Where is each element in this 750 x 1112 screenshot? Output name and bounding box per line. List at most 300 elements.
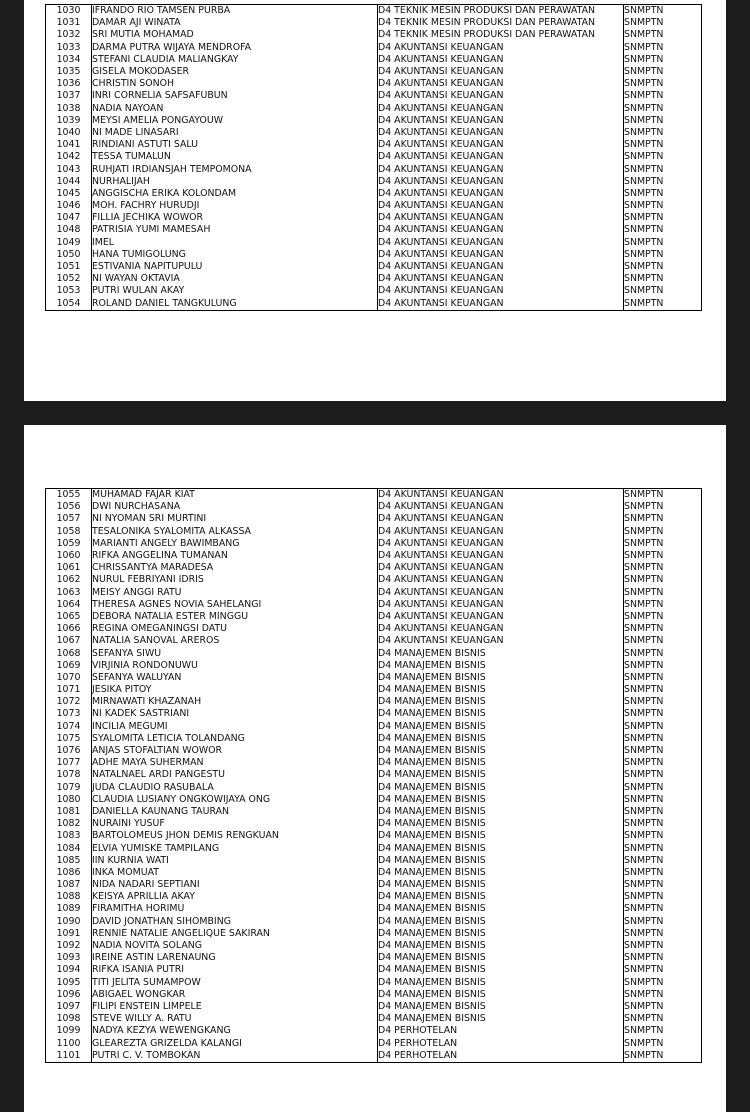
row-number-cell: 1096 <box>46 989 92 1001</box>
student-name-cell: JUDA CLAUDIO RASUBALA <box>92 782 378 794</box>
student-name-cell: NI KADEK SASTRIANI <box>92 708 378 720</box>
admission-table-2 <box>45 488 702 1063</box>
admission-table-body <box>46 5 702 311</box>
table-row <box>46 806 702 818</box>
admission-path-cell: SNMPTN <box>624 550 702 562</box>
row-number-cell: 1082 <box>46 818 92 830</box>
row-number-cell: 1097 <box>46 1001 92 1013</box>
student-name-cell: SYALOMITA LETICIA TOLANDANG <box>92 733 378 745</box>
student-name-cell: DARMA PUTRA WIJAYA MENDROFA <box>92 42 378 54</box>
admission-path-cell: SNMPTN <box>624 769 702 781</box>
row-number-cell: 1038 <box>46 103 92 115</box>
admission-path-cell: SNMPTN <box>624 855 702 867</box>
study-program-cell: D4 AKUNTANSI KEUANGAN <box>378 587 624 599</box>
admission-path-cell: SNMPTN <box>624 127 702 139</box>
table-row <box>46 1025 702 1037</box>
admission-path-cell: SNMPTN <box>624 599 702 611</box>
student-name-cell: INRI CORNELIA SAFSAFUBUN <box>92 90 378 102</box>
student-name-cell: NADIA NOVITA SOLANG <box>92 940 378 952</box>
study-program-cell: D4 MANAJEMEN BISNIS <box>378 989 624 1001</box>
admission-path-cell: SNMPTN <box>624 261 702 273</box>
row-number-cell: 1051 <box>46 261 92 273</box>
student-name-cell: FILIPI ENSTEIN LIMPELE <box>92 1001 378 1013</box>
student-name-cell: ESTIVANIA NAPITUPULU <box>92 261 378 273</box>
admission-path-cell: SNMPTN <box>624 200 702 212</box>
table-row <box>46 977 702 989</box>
student-name-cell: DEBORA NATALIA ESTER MINGGU <box>92 611 378 623</box>
row-number-cell: 1101 <box>46 1050 92 1063</box>
student-name-cell: RIFKA ISANIA PUTRI <box>92 964 378 976</box>
table-row <box>46 489 702 502</box>
row-number-cell: 1094 <box>46 964 92 976</box>
row-number-cell: 1034 <box>46 54 92 66</box>
study-program-cell: D4 AKUNTANSI KEUANGAN <box>378 285 624 297</box>
admission-path-cell: SNMPTN <box>624 928 702 940</box>
student-name-cell: CLAUDIA LUSIANY ONGKOWIJAYA ONG <box>92 794 378 806</box>
table-row <box>46 237 702 249</box>
table-row <box>46 1050 702 1063</box>
table-row <box>46 127 702 139</box>
row-number-cell: 1044 <box>46 176 92 188</box>
admission-table-1 <box>45 4 702 311</box>
student-name-cell: NURUL FEBRIYANI IDRIS <box>92 574 378 586</box>
student-name-cell: PUTRI C. V. TOMBOKAN <box>92 1050 378 1063</box>
admission-path-cell: SNMPTN <box>624 672 702 684</box>
table-row <box>46 1037 702 1049</box>
admission-path-cell: SNMPTN <box>624 188 702 200</box>
admission-path-cell: SNMPTN <box>624 42 702 54</box>
student-name-cell: TESALONIKA SYALOMITA ALKASSA <box>92 526 378 538</box>
table-row <box>46 285 702 297</box>
study-program-cell: D4 AKUNTANSI KEUANGAN <box>378 550 624 562</box>
table-row <box>46 90 702 102</box>
admission-path-cell: SNMPTN <box>624 623 702 635</box>
row-number-cell: 1070 <box>46 672 92 684</box>
row-number-cell: 1092 <box>46 940 92 952</box>
document-page-1 <box>24 0 726 401</box>
admission-path-cell: SNMPTN <box>624 1050 702 1063</box>
row-number-cell: 1045 <box>46 188 92 200</box>
admission-path-cell: SNMPTN <box>624 224 702 236</box>
student-name-cell: TESSA TUMALUN <box>92 151 378 163</box>
table-row <box>46 989 702 1001</box>
student-name-cell: ROLAND DANIEL TANGKULUNG <box>92 298 378 311</box>
row-number-cell: 1086 <box>46 867 92 879</box>
admission-path-cell: SNMPTN <box>624 5 702 18</box>
student-name-cell: STEVE WILLY A. RATU <box>92 1013 378 1025</box>
row-number-cell: 1050 <box>46 249 92 261</box>
admission-path-cell: SNMPTN <box>624 1037 702 1049</box>
study-program-cell: D4 MANAJEMEN BISNIS <box>378 916 624 928</box>
table-row <box>46 5 702 18</box>
study-program-cell: D4 AKUNTANSI KEUANGAN <box>378 623 624 635</box>
row-number-cell: 1066 <box>46 623 92 635</box>
student-name-cell: RENNIE NATALIE ANGELIQUE SAKIRAN <box>92 928 378 940</box>
student-name-cell: ABIGAEL WONGKAR <box>92 989 378 1001</box>
admission-path-cell: SNMPTN <box>624 78 702 90</box>
student-name-cell: NATALIA SANOVAL AREROS <box>92 635 378 647</box>
study-program-cell: D4 AKUNTANSI KEUANGAN <box>378 599 624 611</box>
table-row <box>46 672 702 684</box>
student-name-cell: STEFANI CLAUDIA MALIANGKAY <box>92 54 378 66</box>
student-name-cell: CHRISSANTYA MARADESA <box>92 562 378 574</box>
study-program-cell: D4 AKUNTANSI KEUANGAN <box>378 237 624 249</box>
study-program-cell: D4 MANAJEMEN BISNIS <box>378 769 624 781</box>
study-program-cell: D4 TEKNIK MESIN PRODUKSI DAN PERAWATAN <box>378 17 624 29</box>
study-program-cell: D4 MANAJEMEN BISNIS <box>378 1013 624 1025</box>
study-program-cell: D4 MANAJEMEN BISNIS <box>378 842 624 854</box>
study-program-cell: D4 AKUNTANSI KEUANGAN <box>378 115 624 127</box>
table-row <box>46 855 702 867</box>
study-program-cell: D4 MANAJEMEN BISNIS <box>378 830 624 842</box>
table-row <box>46 757 702 769</box>
admission-path-cell: SNMPTN <box>624 1013 702 1025</box>
admission-path-cell: SNMPTN <box>624 818 702 830</box>
study-program-cell: D4 MANAJEMEN BISNIS <box>378 672 624 684</box>
table-row <box>46 599 702 611</box>
student-name-cell: NADYA KEZYA WEWENGKANG <box>92 1025 378 1037</box>
row-number-cell: 1043 <box>46 163 92 175</box>
table-row <box>46 940 702 952</box>
study-program-cell: D4 AKUNTANSI KEUANGAN <box>378 42 624 54</box>
table-row <box>46 928 702 940</box>
student-name-cell: RINDIANI ASTUTI SALU <box>92 139 378 151</box>
student-name-cell: MIRNAWATI KHAZANAH <box>92 696 378 708</box>
row-number-cell: 1080 <box>46 794 92 806</box>
student-name-cell: MOH. FACHRY HURUDJI <box>92 200 378 212</box>
admission-path-cell: SNMPTN <box>624 562 702 574</box>
table-row <box>46 298 702 311</box>
row-number-cell: 1084 <box>46 842 92 854</box>
table-row <box>46 562 702 574</box>
admission-path-cell: SNMPTN <box>624 903 702 915</box>
study-program-cell: D4 AKUNTANSI KEUANGAN <box>378 66 624 78</box>
study-program-cell: D4 MANAJEMEN BISNIS <box>378 721 624 733</box>
table-row <box>46 1013 702 1025</box>
student-name-cell: DAMAR AJI WINATA <box>92 17 378 29</box>
student-name-cell: NI WAYAN OKTAVIA <box>92 273 378 285</box>
table-row <box>46 29 702 41</box>
study-program-cell: D4 AKUNTANSI KEUANGAN <box>378 298 624 311</box>
student-name-cell: FIRAMITHA HORIMU <box>92 903 378 915</box>
student-name-cell: PUTRI WULAN AKAY <box>92 285 378 297</box>
row-number-cell: 1030 <box>46 5 92 18</box>
study-program-cell: D4 MANAJEMEN BISNIS <box>378 733 624 745</box>
admission-path-cell: SNMPTN <box>624 212 702 224</box>
admission-path-cell: SNMPTN <box>624 952 702 964</box>
student-name-cell: REGINA OMEGANINGSI DATU <box>92 623 378 635</box>
table-row <box>46 550 702 562</box>
study-program-cell: D4 AKUNTANSI KEUANGAN <box>378 54 624 66</box>
study-program-cell: D4 AKUNTANSI KEUANGAN <box>378 501 624 513</box>
table-row <box>46 224 702 236</box>
admission-path-cell: SNMPTN <box>624 684 702 696</box>
row-number-cell: 1074 <box>46 721 92 733</box>
study-program-cell: D4 MANAJEMEN BISNIS <box>378 782 624 794</box>
study-program-cell: D4 AKUNTANSI KEUANGAN <box>378 127 624 139</box>
table-row <box>46 916 702 928</box>
student-name-cell: INKA MOMUAT <box>92 867 378 879</box>
study-program-cell: D4 AKUNTANSI KEUANGAN <box>378 611 624 623</box>
student-name-cell: SRI MUTIA MOHAMAD <box>92 29 378 41</box>
table-row <box>46 830 702 842</box>
admission-path-cell: SNMPTN <box>624 526 702 538</box>
row-number-cell: 1079 <box>46 782 92 794</box>
study-program-cell: D4 MANAJEMEN BISNIS <box>378 806 624 818</box>
table-row <box>46 176 702 188</box>
row-number-cell: 1099 <box>46 1025 92 1037</box>
table-row <box>46 684 702 696</box>
table-row <box>46 952 702 964</box>
study-program-cell: D4 MANAJEMEN BISNIS <box>378 977 624 989</box>
admission-path-cell: SNMPTN <box>624 54 702 66</box>
study-program-cell: D4 AKUNTANSI KEUANGAN <box>378 224 624 236</box>
admission-path-cell: SNMPTN <box>624 782 702 794</box>
row-number-cell: 1068 <box>46 647 92 659</box>
row-number-cell: 1048 <box>46 224 92 236</box>
table-row <box>46 867 702 879</box>
study-program-cell: D4 AKUNTANSI KEUANGAN <box>378 139 624 151</box>
table-row <box>46 1001 702 1013</box>
admission-path-cell: SNMPTN <box>624 501 702 513</box>
student-name-cell: MUHAMAD FAJAR KIAT <box>92 489 378 502</box>
row-number-cell: 1052 <box>46 273 92 285</box>
table-row <box>46 538 702 550</box>
row-number-cell: 1035 <box>46 66 92 78</box>
student-name-cell: ADHE MAYA SUHERMAN <box>92 757 378 769</box>
admission-path-cell: SNMPTN <box>624 977 702 989</box>
table-row <box>46 964 702 976</box>
admission-path-cell: SNMPTN <box>624 574 702 586</box>
student-name-cell: ELVIA YUMISKE TAMPILANG <box>92 842 378 854</box>
table-row <box>46 42 702 54</box>
study-program-cell: D4 AKUNTANSI KEUANGAN <box>378 635 624 647</box>
study-program-cell: D4 MANAJEMEN BISNIS <box>378 684 624 696</box>
admission-path-cell: SNMPTN <box>624 249 702 261</box>
student-name-cell: IIN KURNIA WATI <box>92 855 378 867</box>
student-name-cell: CHRISTIN SONOH <box>92 78 378 90</box>
admission-path-cell: SNMPTN <box>624 794 702 806</box>
row-number-cell: 1039 <box>46 115 92 127</box>
student-name-cell: NADIA NAYOAN <box>92 103 378 115</box>
study-program-cell: D4 MANAJEMEN BISNIS <box>378 891 624 903</box>
table-row <box>46 794 702 806</box>
table-row <box>46 891 702 903</box>
table-row <box>46 708 702 720</box>
admission-path-cell: SNMPTN <box>624 611 702 623</box>
table-row <box>46 151 702 163</box>
study-program-cell: D4 MANAJEMEN BISNIS <box>378 855 624 867</box>
row-number-cell: 1067 <box>46 635 92 647</box>
row-number-cell: 1076 <box>46 745 92 757</box>
row-number-cell: 1042 <box>46 151 92 163</box>
student-name-cell: NI NYOMAN SRI MURTINI <box>92 513 378 525</box>
table-row <box>46 647 702 659</box>
study-program-cell: D4 AKUNTANSI KEUANGAN <box>378 513 624 525</box>
row-number-cell: 1040 <box>46 127 92 139</box>
table-row <box>46 200 702 212</box>
admission-path-cell: SNMPTN <box>624 806 702 818</box>
admission-path-cell: SNMPTN <box>624 163 702 175</box>
student-name-cell: ANJAS STOFALTIAN WOWOR <box>92 745 378 757</box>
table-row <box>46 103 702 115</box>
table-row <box>46 818 702 830</box>
admission-path-cell: SNMPTN <box>624 587 702 599</box>
study-program-cell: D4 MANAJEMEN BISNIS <box>378 1001 624 1013</box>
study-program-cell: D4 MANAJEMEN BISNIS <box>378 794 624 806</box>
student-name-cell: BARTOLOMEUS JHON DEMIS RENGKUAN <box>92 830 378 842</box>
student-name-cell: THERESA AGNES NOVIA SAHELANGI <box>92 599 378 611</box>
table-row <box>46 66 702 78</box>
table-row <box>46 261 702 273</box>
row-number-cell: 1054 <box>46 298 92 311</box>
table-row <box>46 611 702 623</box>
row-number-cell: 1090 <box>46 916 92 928</box>
table-row <box>46 163 702 175</box>
row-number-cell: 1089 <box>46 903 92 915</box>
admission-path-cell: SNMPTN <box>624 891 702 903</box>
row-number-cell: 1077 <box>46 757 92 769</box>
row-number-cell: 1093 <box>46 952 92 964</box>
document-page-2 <box>24 425 726 1112</box>
table-row <box>46 513 702 525</box>
student-name-cell: ANGGISCHA ERIKA KOLONDAM <box>92 188 378 200</box>
study-program-cell: D4 MANAJEMEN BISNIS <box>378 696 624 708</box>
study-program-cell: D4 MANAJEMEN BISNIS <box>378 757 624 769</box>
admission-path-cell: SNMPTN <box>624 66 702 78</box>
student-name-cell: DWI NURCHASANA <box>92 501 378 513</box>
student-name-cell: KEISYA APRILLIA AKAY <box>92 891 378 903</box>
admission-path-cell: SNMPTN <box>624 29 702 41</box>
admission-path-cell: SNMPTN <box>624 635 702 647</box>
study-program-cell: D4 MANAJEMEN BISNIS <box>378 818 624 830</box>
admission-path-cell: SNMPTN <box>624 867 702 879</box>
student-name-cell: IFRANDO RIO TAMSEN PURBA <box>92 5 378 18</box>
admission-path-cell: SNMPTN <box>624 17 702 29</box>
table-row <box>46 574 702 586</box>
admission-path-cell: SNMPTN <box>624 696 702 708</box>
study-program-cell: D4 AKUNTANSI KEUANGAN <box>378 163 624 175</box>
row-number-cell: 1091 <box>46 928 92 940</box>
study-program-cell: D4 AKUNTANSI KEUANGAN <box>378 151 624 163</box>
student-name-cell: GLEAREZTA GRIZELDA KALANGI <box>92 1037 378 1049</box>
admission-path-cell: SNMPTN <box>624 285 702 297</box>
table-row <box>46 501 702 513</box>
admission-path-cell: SNMPTN <box>624 916 702 928</box>
row-number-cell: 1036 <box>46 78 92 90</box>
admission-path-cell: SNMPTN <box>624 964 702 976</box>
student-name-cell: PATRISIA YUMI MAMESAH <box>92 224 378 236</box>
row-number-cell: 1073 <box>46 708 92 720</box>
admission-path-cell: SNMPTN <box>624 489 702 502</box>
study-program-cell: D4 MANAJEMEN BISNIS <box>378 952 624 964</box>
row-number-cell: 1078 <box>46 769 92 781</box>
study-program-cell: D4 PERHOTELAN <box>378 1037 624 1049</box>
study-program-cell: D4 MANAJEMEN BISNIS <box>378 867 624 879</box>
study-program-cell: D4 MANAJEMEN BISNIS <box>378 708 624 720</box>
row-number-cell: 1081 <box>46 806 92 818</box>
study-program-cell: D4 MANAJEMEN BISNIS <box>378 647 624 659</box>
admission-path-cell: SNMPTN <box>624 879 702 891</box>
table-row <box>46 78 702 90</box>
study-program-cell: D4 AKUNTANSI KEUANGAN <box>378 273 624 285</box>
study-program-cell: D4 AKUNTANSI KEUANGAN <box>378 78 624 90</box>
admission-path-cell: SNMPTN <box>624 647 702 659</box>
row-number-cell: 1064 <box>46 599 92 611</box>
admission-path-cell: SNMPTN <box>624 745 702 757</box>
row-number-cell: 1060 <box>46 550 92 562</box>
table-row <box>46 587 702 599</box>
table-row <box>46 733 702 745</box>
study-program-cell: D4 MANAJEMEN BISNIS <box>378 940 624 952</box>
student-name-cell: HANA TUMIGOLUNG <box>92 249 378 261</box>
table-row <box>46 249 702 261</box>
admission-path-cell: SNMPTN <box>624 237 702 249</box>
student-name-cell: MEISY ANGGI RATU <box>92 587 378 599</box>
admission-path-cell: SNMPTN <box>624 708 702 720</box>
row-number-cell: 1057 <box>46 513 92 525</box>
study-program-cell: D4 AKUNTANSI KEUANGAN <box>378 489 624 502</box>
table-row <box>46 782 702 794</box>
study-program-cell: D4 AKUNTANSI KEUANGAN <box>378 212 624 224</box>
study-program-cell: D4 MANAJEMEN BISNIS <box>378 879 624 891</box>
row-number-cell: 1065 <box>46 611 92 623</box>
table-row <box>46 769 702 781</box>
table-row <box>46 623 702 635</box>
row-number-cell: 1047 <box>46 212 92 224</box>
admission-path-cell: SNMPTN <box>624 940 702 952</box>
study-program-cell: D4 MANAJEMEN BISNIS <box>378 964 624 976</box>
row-number-cell: 1049 <box>46 237 92 249</box>
admission-path-cell: SNMPTN <box>624 1025 702 1037</box>
student-name-cell: TITI JELITA SUMAMPOW <box>92 977 378 989</box>
row-number-cell: 1059 <box>46 538 92 550</box>
student-name-cell: SEFANYA SIWU <box>92 647 378 659</box>
admission-path-cell: SNMPTN <box>624 90 702 102</box>
table-row <box>46 842 702 854</box>
row-number-cell: 1055 <box>46 489 92 502</box>
study-program-cell: D4 PERHOTELAN <box>378 1025 624 1037</box>
study-program-cell: D4 AKUNTANSI KEUANGAN <box>378 562 624 574</box>
student-name-cell: VIRJINIA RONDONUWU <box>92 660 378 672</box>
table-row <box>46 526 702 538</box>
row-number-cell: 1062 <box>46 574 92 586</box>
study-program-cell: D4 TEKNIK MESIN PRODUKSI DAN PERAWATAN <box>378 29 624 41</box>
student-name-cell: DAVID JONATHAN SIHOMBING <box>92 916 378 928</box>
row-number-cell: 1046 <box>46 200 92 212</box>
study-program-cell: D4 AKUNTANSI KEUANGAN <box>378 188 624 200</box>
table-row <box>46 635 702 647</box>
table-row <box>46 54 702 66</box>
admission-path-cell: SNMPTN <box>624 989 702 1001</box>
row-number-cell: 1053 <box>46 285 92 297</box>
study-program-cell: D4 AKUNTANSI KEUANGAN <box>378 574 624 586</box>
study-program-cell: D4 AKUNTANSI KEUANGAN <box>378 103 624 115</box>
table-row <box>46 115 702 127</box>
study-program-cell: D4 MANAJEMEN BISNIS <box>378 660 624 672</box>
student-name-cell: NATALNAEL ARDI PANGESTU <box>92 769 378 781</box>
admission-path-cell: SNMPTN <box>624 660 702 672</box>
row-number-cell: 1056 <box>46 501 92 513</box>
row-number-cell: 1100 <box>46 1037 92 1049</box>
row-number-cell: 1069 <box>46 660 92 672</box>
row-number-cell: 1095 <box>46 977 92 989</box>
student-name-cell: NIDA NADARI SEPTIANI <box>92 879 378 891</box>
table-row <box>46 212 702 224</box>
student-name-cell: NURHALIJAH <box>92 176 378 188</box>
student-name-cell: RUHJATI IRDIANSJAH TEMPOMONA <box>92 163 378 175</box>
admission-path-cell: SNMPTN <box>624 513 702 525</box>
